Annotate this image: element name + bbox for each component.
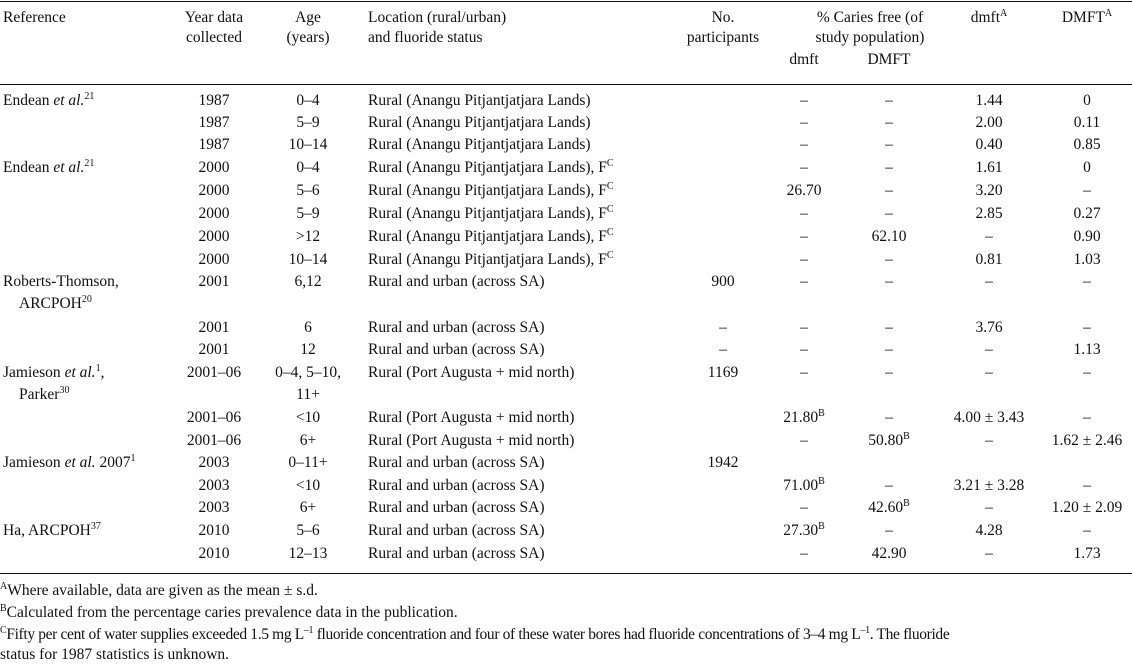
participants-cell: – xyxy=(719,341,727,358)
header-caries-line2: study population) xyxy=(815,29,925,46)
caries-free-dmft-value: 71.00 xyxy=(783,477,819,494)
header-year-line2: collected xyxy=(186,29,242,46)
location-text: Rural and urban (across SA) xyxy=(368,499,545,516)
header-dmft xyxy=(944,8,1034,28)
caries-free-dmft-cell xyxy=(760,317,848,339)
location-text: Rural and urban (across SA) xyxy=(368,545,545,562)
location-text: Rural and urban (across SA) xyxy=(368,522,545,539)
year-cell: 2001–06 xyxy=(186,364,242,381)
dmft-cell: – xyxy=(985,432,993,449)
caries-free-DMFT-value: – xyxy=(885,522,893,539)
caries-free-dmft-cell xyxy=(760,249,848,271)
dmft-cell: 2.85 xyxy=(975,205,1003,222)
age-cell: 0–4 xyxy=(296,92,320,109)
age-cell: 10–14 xyxy=(288,251,328,268)
caries-free-dmft-cell xyxy=(760,203,848,225)
caries-free-dmft-cell xyxy=(760,180,848,202)
header-year-line1: Year data xyxy=(184,9,244,26)
location-cell xyxy=(368,180,614,202)
caries-free-dmft-cell xyxy=(760,543,848,565)
caries-free-dmft-cell xyxy=(760,430,848,452)
location-text: Rural (Anangu Pitjantjatjara Lands), F xyxy=(368,182,607,199)
reference-citation-2: 30 xyxy=(59,385,70,396)
location-text: Rural (Port Augusta + mid north) xyxy=(368,409,575,426)
caries-free-dmft-cell xyxy=(760,407,848,429)
header-participants xyxy=(668,8,778,48)
reference-et-al: et al. xyxy=(64,364,96,381)
location-footnote-marker: C xyxy=(606,227,614,238)
location-cell xyxy=(368,249,614,271)
header-location-line2: and fluoride status xyxy=(368,29,483,46)
location-text: Rural (Anangu Pitjantjatjara Lands), F xyxy=(368,228,607,245)
location-footnote-marker: C xyxy=(606,158,614,169)
DMFT-cell: 1.62 ± 2.46 xyxy=(1051,432,1123,449)
caries-free-dmft-marker: B xyxy=(818,408,825,419)
caries-free-DMFT-cell xyxy=(845,339,933,361)
caries-free-DMFT-value: – xyxy=(885,159,893,176)
location-text: Rural (Anangu Pitjantjatjara Lands), F xyxy=(368,205,607,222)
caries-free-DMFT-value: – xyxy=(885,341,893,358)
DMFT-cell: – xyxy=(1083,273,1091,290)
location-cell xyxy=(368,520,544,542)
dmft-cell: – xyxy=(985,273,993,290)
DMFT-cell: 1.03 xyxy=(1073,251,1101,268)
age-cell: 12 xyxy=(300,341,316,358)
caries-free-DMFT-cell xyxy=(845,317,933,339)
footnote-b-marker: B xyxy=(0,603,7,614)
reference-cell xyxy=(3,271,119,293)
reference-citation: 1 xyxy=(130,453,136,464)
caries-free-dmft-value: – xyxy=(800,114,808,131)
footnote-c-text-2: fluoride concentration and four of these water bores had fluoride concentrations of 3–4 mg L xyxy=(313,626,861,643)
reference-citation: 1 xyxy=(95,363,101,374)
caries-free-DMFT-cell xyxy=(845,543,933,565)
dmft-cell: 0.81 xyxy=(975,251,1003,268)
caries-free-dmft-cell xyxy=(760,157,848,179)
caries-free-DMFT-value: 62.10 xyxy=(871,228,907,245)
header-DMFT xyxy=(1042,8,1132,28)
dmft-cell: 3.76 xyxy=(975,319,1003,336)
caries-free-dmft-value: – xyxy=(800,92,808,109)
dmft-cell: 3.21 ± 3.28 xyxy=(953,477,1025,494)
header-age-line1: Age xyxy=(295,9,321,26)
dmft-cell: – xyxy=(985,341,993,358)
age-cell-line2: 11+ xyxy=(296,386,320,403)
DMFT-cell: 1.73 xyxy=(1073,545,1101,562)
year-cell: 2001–06 xyxy=(186,432,242,449)
caries-free-DMFT-cell xyxy=(845,180,933,202)
DMFT-cell: – xyxy=(1083,319,1091,336)
caries-free-DMFT-cell xyxy=(845,203,933,225)
year-cell: 2000 xyxy=(198,205,230,222)
location-text: Rural (Port Augusta + mid north) xyxy=(368,432,575,449)
year-cell: 2000 xyxy=(198,182,230,199)
location-cell xyxy=(368,203,614,225)
header-caries-free xyxy=(770,8,970,48)
dmft-cell: 2.00 xyxy=(975,114,1003,131)
year-cell: 2003 xyxy=(198,499,230,516)
header-participants-line2: participants xyxy=(686,29,760,46)
dmft-cell: 4.28 xyxy=(975,522,1003,539)
reference-citation: 21 xyxy=(84,158,95,169)
reference-cell xyxy=(3,452,135,474)
header-DMFT-sup: A xyxy=(1104,8,1113,19)
table-bottom-rule xyxy=(0,573,1132,574)
location-cell xyxy=(368,430,574,452)
caries-free-dmft-cell xyxy=(760,497,848,519)
location-text: Rural (Anangu Pitjantjatjara Lands), F xyxy=(368,159,607,176)
DMFT-cell: 0.85 xyxy=(1073,136,1101,153)
header-location-line1: Location (rural/urban) xyxy=(368,9,507,26)
caries-free-DMFT-value: – xyxy=(885,182,893,199)
footnote-c-unit-sup: –1 xyxy=(303,625,314,636)
age-cell: 6+ xyxy=(299,432,317,449)
dmft-cell: – xyxy=(985,499,993,516)
caries-free-dmft-marker: B xyxy=(818,476,825,487)
footnote-c xyxy=(0,625,949,645)
reference-cell xyxy=(3,520,101,542)
reference-et-al: et al. xyxy=(64,454,96,471)
age-cell: 5–6 xyxy=(296,182,320,199)
reference-tail: , xyxy=(100,364,105,381)
location-cell xyxy=(368,134,591,156)
year-cell: 1987 xyxy=(198,114,230,131)
header-caries-sub-dmft: dmft xyxy=(789,51,819,68)
participants-cell: – xyxy=(719,319,727,336)
reference-author: Ha, ARCPOH xyxy=(3,522,91,539)
footnote-b xyxy=(0,603,458,623)
location-cell xyxy=(368,543,544,565)
age-cell: 6+ xyxy=(299,499,317,516)
footnote-a xyxy=(0,581,318,601)
caries-free-dmft-cell xyxy=(760,226,848,248)
reference-citation-2: 20 xyxy=(81,294,92,305)
age-cell: <10 xyxy=(295,477,321,494)
caries-free-dmft-cell xyxy=(760,271,848,293)
caries-free-dmft-value: – xyxy=(800,432,808,449)
dmft-cell: – xyxy=(985,228,993,245)
caries-free-DMFT-cell xyxy=(845,362,933,384)
year-cell: 2001–06 xyxy=(186,409,242,426)
caries-free-dmft-cell xyxy=(760,90,848,112)
location-cell xyxy=(368,157,614,179)
age-cell: 5–9 xyxy=(296,205,320,222)
DMFT-cell: 0 xyxy=(1083,92,1091,109)
year-cell: 2003 xyxy=(198,454,230,471)
DMFT-cell: 1.20 ± 2.09 xyxy=(1051,499,1123,516)
header-dmft-label: dmft xyxy=(970,9,1001,26)
caries-free-DMFT-value: 42.90 xyxy=(871,545,907,562)
caries-free-DMFT-cell xyxy=(845,157,933,179)
caries-free-DMFT-cell xyxy=(845,249,933,271)
caries-free-DMFT-cell xyxy=(845,407,933,429)
caries-free-DMFT-value: 50.80 xyxy=(868,432,904,449)
caries-free-dmft-cell xyxy=(760,134,848,156)
age-cell: 10–14 xyxy=(288,136,328,153)
caries-free-DMFT-cell xyxy=(845,90,933,112)
year-cell: 2010 xyxy=(198,545,230,562)
caries-free-DMFT-cell xyxy=(845,497,933,519)
location-text: Rural and urban (across SA) xyxy=(368,477,545,494)
location-text: Rural (Anangu Pitjantjatjara Lands), F xyxy=(368,251,607,268)
year-cell: 2010 xyxy=(198,522,230,539)
location-cell xyxy=(368,271,544,293)
location-cell xyxy=(368,226,614,248)
footnote-a-marker: A xyxy=(0,581,8,592)
reference-citation: 37 xyxy=(90,521,101,532)
reference-author: Endean xyxy=(3,92,54,109)
reference-et-al: et al. xyxy=(53,159,85,176)
reference-citation: 21 xyxy=(84,91,95,102)
location-cell xyxy=(368,112,591,134)
footnote-c-unit-sup2: –1 xyxy=(860,625,870,636)
dmft-cell: 0.40 xyxy=(975,136,1003,153)
age-cell: 5–6 xyxy=(296,522,320,539)
reference-author: Jamieson xyxy=(3,364,65,381)
reference-author: Endean xyxy=(3,159,54,176)
caries-free-DMFT-cell xyxy=(845,271,933,293)
year-cell: 1987 xyxy=(198,92,230,109)
header-DMFT-label: DMFT xyxy=(1061,9,1105,26)
caries-free-dmft-value: – xyxy=(800,341,808,358)
caries-free-dmft-value: – xyxy=(800,136,808,153)
caries-free-DMFT-value: – xyxy=(885,114,893,131)
footnote-b-text: Calculated from the percentage caries prevalence data in the publication. xyxy=(6,604,458,621)
dmft-cell: 1.44 xyxy=(975,92,1003,109)
location-cell xyxy=(368,362,574,384)
reference-cell xyxy=(3,90,94,112)
DMFT-cell: – xyxy=(1083,182,1091,199)
location-footnote-marker: C xyxy=(606,250,614,261)
location-text: Rural (Anangu Pitjantjatjara Lands) xyxy=(368,136,591,153)
year-cell: 1987 xyxy=(198,136,230,153)
DMFT-cell: – xyxy=(1083,522,1091,539)
caries-free-dmft-cell xyxy=(760,362,848,384)
location-text: Rural (Port Augusta + mid north) xyxy=(368,364,575,381)
participants-cell: 1942 xyxy=(707,454,739,471)
DMFT-cell: 0.27 xyxy=(1073,205,1101,222)
footnote-c-line2: status for 1987 statistics is unknown. xyxy=(0,646,230,663)
location-cell xyxy=(368,497,544,519)
age-cell: 12–13 xyxy=(288,545,328,562)
location-text: Rural and urban (across SA) xyxy=(368,341,545,358)
caries-free-dmft-value: – xyxy=(800,364,808,381)
caries-free-dmft-value: – xyxy=(800,228,808,245)
year-cell: 2003 xyxy=(198,477,230,494)
location-cell xyxy=(368,90,591,112)
participants-cell: 900 xyxy=(711,273,735,290)
DMFT-cell: – xyxy=(1083,477,1091,494)
caries-free-DMFT-marker: B xyxy=(903,498,910,509)
header-bottom-rule xyxy=(0,84,1132,85)
caries-free-dmft-marker: B xyxy=(818,521,825,532)
age-cell: 0–4 xyxy=(296,159,320,176)
location-text: Rural and urban (across SA) xyxy=(368,273,545,290)
DMFT-cell: 0.90 xyxy=(1073,228,1101,245)
caries-free-dmft-cell xyxy=(760,339,848,361)
dmft-cell: 3.20 xyxy=(975,182,1003,199)
caries-free-DMFT-value: – xyxy=(885,364,893,381)
dmft-cell: 4.00 ± 3.43 xyxy=(953,409,1025,426)
DMFT-cell: – xyxy=(1083,409,1091,426)
DMFT-cell: 0 xyxy=(1083,159,1091,176)
location-text: Rural (Anangu Pitjantjatjara Lands) xyxy=(368,92,591,109)
header-reference: Reference xyxy=(3,9,66,26)
year-cell: 2000 xyxy=(198,251,230,268)
DMFT-cell: 1.13 xyxy=(1073,341,1101,358)
footnote-c-text-1: Fifty per cent of water supplies exceeded 1.5 mg L xyxy=(6,626,304,643)
footnote-c-marker: C xyxy=(0,625,7,636)
caries-free-dmft-value: – xyxy=(800,273,808,290)
caries-free-DMFT-value: – xyxy=(885,477,893,494)
caries-free-dmft-value: 27.30 xyxy=(783,522,819,539)
table-top-rule xyxy=(0,1,1132,2)
caries-free-DMFT-cell xyxy=(845,520,933,542)
reference-cell-line2 xyxy=(19,384,69,406)
reference-cell xyxy=(3,157,94,179)
reference-cell-line2 xyxy=(19,293,92,315)
year-cell: 2001 xyxy=(198,273,230,290)
caries-free-DMFT-cell xyxy=(845,112,933,134)
dmft-cell: – xyxy=(985,364,993,381)
age-cell: 0–11+ xyxy=(288,454,328,471)
caries-free-dmft-cell xyxy=(760,112,848,134)
caries-free-dmft-value: 21.80 xyxy=(783,409,819,426)
caries-free-DMFT-value: 42.60 xyxy=(868,499,904,516)
location-text: Rural and urban (across SA) xyxy=(368,454,545,471)
location-cell xyxy=(368,452,544,474)
footnote-a-text: Where available, data are given as the mean ± s.d. xyxy=(7,582,318,599)
location-footnote-marker: C xyxy=(606,181,614,192)
year-cell: 2000 xyxy=(198,228,230,245)
reference-author: Roberts-Thomson, xyxy=(3,273,119,290)
caries-free-DMFT-value: – xyxy=(885,205,893,222)
caries-free-DMFT-value: – xyxy=(885,273,893,290)
age-cell: >12 xyxy=(295,228,321,245)
caries-free-dmft-value: 26.70 xyxy=(786,182,822,199)
header-caries-line1: % Caries free (of xyxy=(816,9,924,26)
reference-et-al: et al. xyxy=(53,92,85,109)
caries-free-dmft-value: – xyxy=(800,205,808,222)
caries-free-dmft-cell xyxy=(760,520,848,542)
header-caries-sub-DMFT: DMFT xyxy=(867,51,911,68)
age-cell: <10 xyxy=(295,409,321,426)
location-footnote-marker: C xyxy=(606,204,614,215)
location-cell xyxy=(368,407,574,429)
year-cell: 2001 xyxy=(198,319,230,336)
caries-free-DMFT-value: – xyxy=(885,92,893,109)
age-cell: 5–9 xyxy=(296,114,320,131)
caries-free-DMFT-cell xyxy=(845,475,933,497)
caries-free-DMFT-value: – xyxy=(885,251,893,268)
reference-author-2: Parker xyxy=(19,386,60,403)
location-cell xyxy=(368,475,544,497)
caries-free-dmft-value: – xyxy=(800,251,808,268)
location-cell xyxy=(368,317,544,339)
caries-free-dmft-value: – xyxy=(800,545,808,562)
caries-free-DMFT-value: – xyxy=(885,136,893,153)
DMFT-cell: – xyxy=(1083,364,1091,381)
location-text: Rural and urban (across SA) xyxy=(368,319,545,336)
caries-free-dmft-value: – xyxy=(800,319,808,336)
DMFT-cell: 0.11 xyxy=(1073,114,1101,131)
header-dmft-sup: A xyxy=(1000,8,1008,19)
reference-cell xyxy=(3,362,104,384)
caries-free-DMFT-cell xyxy=(845,134,933,156)
caries-free-DMFT-value: – xyxy=(885,319,893,336)
participants-cell: 1169 xyxy=(707,364,739,381)
location-cell xyxy=(368,339,544,361)
caries-free-DMFT-cell xyxy=(845,430,933,452)
footnote-c-text-3: . The fluoride xyxy=(869,626,950,643)
age-cell: 6,12 xyxy=(294,273,322,290)
age-cell: 0–4, 5–10, xyxy=(275,364,341,381)
location-text: Rural (Anangu Pitjantjatjara Lands) xyxy=(368,114,591,131)
caries-free-dmft-value: – xyxy=(800,159,808,176)
caries-free-DMFT-marker: B xyxy=(903,431,910,442)
year-cell: 2000 xyxy=(198,159,230,176)
header-age xyxy=(262,8,354,48)
caries-free-dmft-cell xyxy=(760,475,848,497)
header-location xyxy=(368,8,506,48)
reference-author: Jamieson xyxy=(3,454,65,471)
caries-free-DMFT-cell xyxy=(845,226,933,248)
reference-author-2: ARCPOH xyxy=(19,295,82,312)
dmft-cell: – xyxy=(985,545,993,562)
header-age-line2: (years) xyxy=(286,29,330,46)
caries-free-DMFT-value: – xyxy=(885,409,893,426)
caries-free-dmft-value: – xyxy=(800,499,808,516)
header-year xyxy=(168,8,260,48)
dmft-cell: 1.61 xyxy=(975,159,1003,176)
reference-year: 2007 xyxy=(95,454,131,471)
year-cell: 2001 xyxy=(198,341,230,358)
header-participants-line1: No. xyxy=(711,9,735,26)
age-cell: 6 xyxy=(304,319,312,336)
